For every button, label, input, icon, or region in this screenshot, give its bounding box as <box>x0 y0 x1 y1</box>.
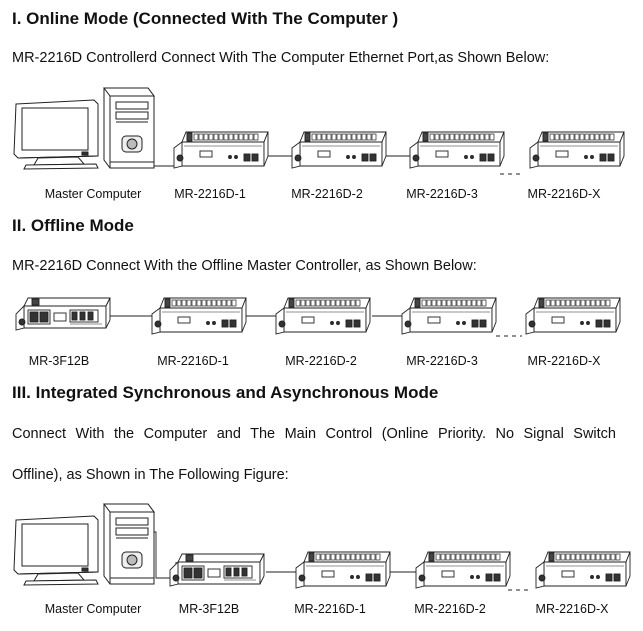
section3-description-line1: Connect With the Computer and The Main Control (Online Priority. No Signal Switch <box>12 426 616 442</box>
controller-icon-x <box>526 298 620 334</box>
label-mr2216d-x: MR-2216D-X <box>535 602 609 616</box>
section3-heading: III. Integrated Synchronous and Asynchronous Mode <box>12 383 439 402</box>
controller-icon-1 <box>296 552 390 588</box>
label-mr3f12b: MR-3F12B <box>28 354 90 368</box>
label-mr2216d-2: MR-2216D-2 <box>285 354 357 368</box>
label-mr3f12b: MR-3F12B <box>178 602 240 616</box>
controller-icon-3 <box>410 132 504 168</box>
online-mode-diagram <box>0 86 643 196</box>
label-mr2216d-1: MR-2216D-1 <box>174 187 246 201</box>
label-master-computer: Master Computer <box>44 187 142 201</box>
section1-description: MR-2216D Controllerd Connect With The Computer Ethernet Port,as Shown Below: <box>12 50 550 66</box>
controller-icon-3 <box>402 298 496 334</box>
controller-icon-1 <box>174 132 268 168</box>
label-mr2216d-2: MR-2216D-2 <box>414 602 486 616</box>
section2-description: MR-2216D Connect With the Offline Master Controller, as Shown Below: <box>12 258 477 274</box>
controller-icon-1 <box>152 298 246 334</box>
integrated-mode-diagram <box>0 502 643 602</box>
label-mr2216d-3: MR-2216D-3 <box>406 187 478 201</box>
controller-icon-x <box>530 132 624 168</box>
label-mr2216d-x: MR-2216D-X <box>527 187 601 201</box>
label-mr2216d-1: MR-2216D-1 <box>294 602 366 616</box>
section3-description-line2: Offline), as Shown in The Following Figure: <box>12 467 289 483</box>
master-computer-icon <box>14 504 154 585</box>
offline-mode-diagram <box>0 294 643 354</box>
master-controller-icon <box>170 554 264 586</box>
controller-icon-x <box>536 552 630 588</box>
master-controller-icon <box>16 298 110 330</box>
section2-heading: II. Offline Mode <box>12 216 134 235</box>
label-mr2216d-2: MR-2216D-2 <box>291 187 363 201</box>
label-mr2216d-x: MR-2216D-X <box>527 354 601 368</box>
controller-icon-2 <box>416 552 510 588</box>
controller-icon-2 <box>276 298 370 334</box>
label-mr2216d-1: MR-2216D-1 <box>157 354 229 368</box>
controller-icon-2 <box>292 132 386 168</box>
label-master-computer: Master Computer <box>44 602 142 616</box>
label-mr2216d-3: MR-2216D-3 <box>406 354 478 368</box>
master-computer-icon <box>14 88 154 169</box>
section1-heading: I. Online Mode (Connected With The Computer ) <box>12 9 399 28</box>
